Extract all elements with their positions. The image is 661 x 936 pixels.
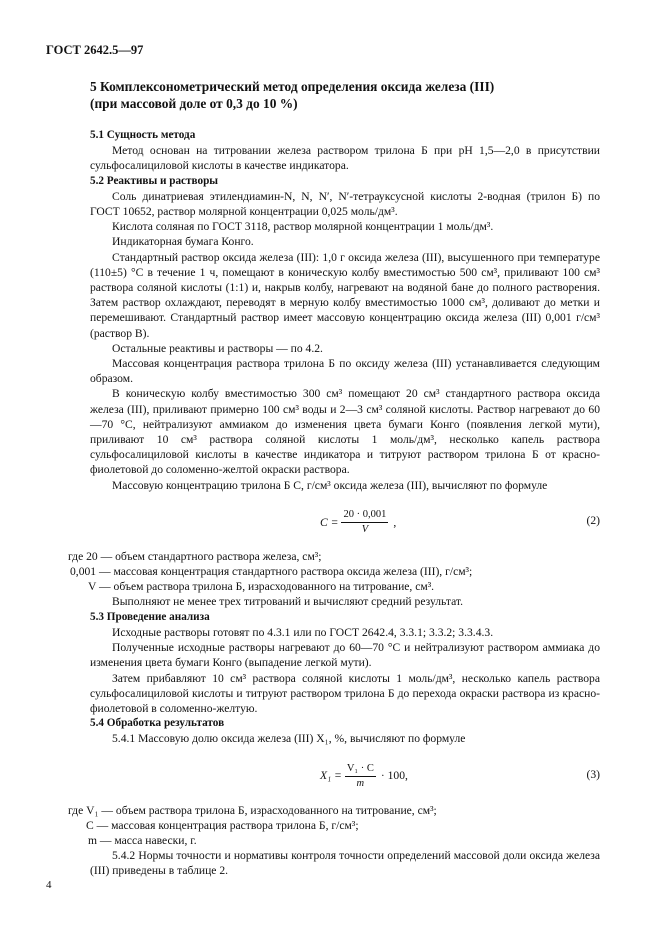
formula-fraction xyxy=(345,763,376,790)
section-title-line1: 5 Комплексонометрический метод определения оксида железа (III) xyxy=(90,79,495,94)
formula-denominator: m xyxy=(356,777,365,789)
paragraph: Остальные реактивы и растворы — по 4.2. xyxy=(112,341,323,355)
formula-number: (2) xyxy=(586,513,600,527)
formula-lhs: C = xyxy=(320,515,339,529)
formula-number: (3) xyxy=(586,767,600,781)
paragraph: Полученные исходные растворы нагревают до 60—70 °С и нейтрализуют раствором аммиака до изменения цвета бумаги Конго (выпадение легкой мути). xyxy=(90,641,600,670)
formula-2-definitions xyxy=(68,549,600,595)
formula-tail: · 100, xyxy=(380,769,408,783)
definition-line: где V₁ — объем раствора трилона Б, израсходованного на титрование, см³; xyxy=(68,803,437,817)
definition-line: m — масса навески, г. xyxy=(88,833,197,847)
formula-lhs: X₁ = xyxy=(320,769,342,783)
paragraph: Затем прибавляют 10 см³ раствора соляной кислоты 1 моль/дм³, несколько капель раствора сульфосалициловой кислоты и титруют раствором трилона Б до перехода окраски раствора из красно-фиолетовой в соломенно-желтую. xyxy=(90,671,600,715)
paragraph: 5.4.2 Нормы точности и нормативы контроля точности определений массовой доли оксида железа (III) приведены в таблице 2. xyxy=(90,849,600,878)
subsection-heading-5-2: 5.2 Реактивы и растворы xyxy=(90,174,219,187)
formula-fraction xyxy=(341,509,388,536)
definition-line: C — массовая концентрация раствора трилона Б, г/см³; xyxy=(86,818,359,832)
formula-tail: , xyxy=(393,515,397,529)
definition-line: 0,001 — массовая концентрация стандартного раствора оксида железа (III), г/см³; xyxy=(70,565,473,579)
paragraph: Индикаторная бумага Конго. xyxy=(112,235,254,249)
paragraph: Кислота соляная по ГОСТ 3118, раствор молярной концентрации 1 моль/дм³. xyxy=(112,220,494,234)
formula-denominator: V xyxy=(361,523,369,535)
formula-numerator: V₁ · C xyxy=(345,763,376,777)
paragraph: В коническую колбу вместимостью 300 см³ помещают 20 см³ стандартного раствора оксида железа (III), приливают примерно 100 см³ воды и 2—3 см³ соляной кислоты. Раствор нагревают до 60—70 °С, нейтрализуют аммиаком до изменения цвета бумаги Конго (появления легкой мути), приливают 10 см³ раствора соляной кислоты 1 моль/дм³, несколько капель раствора сульфосалициловой кислоты в качестве индикатора и титруют раствором трилона Б от красно-фиолетовой до соломенно-желтой окраски раствора. xyxy=(90,387,600,477)
paragraph: Массовую концентрацию трилона Б С, г/см³ оксида железа (III), вычисляют по формуле xyxy=(112,478,548,492)
paragraph: Массовая концентрация раствора трилона Б по оксиду железа (III) устанавливается следующим образом. xyxy=(90,357,600,386)
definition-line: где 20 — объем стандартного раствора железа, см³; xyxy=(68,549,322,563)
paragraph: Исходные растворы готовят по 4.3.1 или по ГОСТ 2642.4, 3.3.1; 3.3.2; 3.3.4.3. xyxy=(112,625,494,639)
paragraph: 5.4.1 Массовую долю оксида железа (III) X₁, %, вычисляют по формуле xyxy=(112,732,466,746)
paragraph: Соль динатриевая этилендиамин-N, N, N′, N′-тетрауксусной кислоты 2-водная (трилон Б) по ГОСТ 10652, раствор молярной концентрации 0,025 моль/дм³. xyxy=(90,189,600,219)
definition-line: V — объем раствора трилона Б, израсходованного на титрование, см³. xyxy=(88,580,435,594)
paragraph: Выполняют не менее трех титрований и вычисляют средний результат. xyxy=(112,595,464,609)
page-number: 4 xyxy=(46,879,52,891)
paragraph: Стандартный раствор оксида железа (III): 1,0 г оксида железа (III), высушенного при температуре (110±5) °С в течение 1 ч, помещают в коническую колбу вместимостью 500 см³, приливают 100 см³ раствора соляной кислоты (1:1) и, накрыв колбу, нагревают на водяной бане до полного растворения. Затем раствор охлаждают, переводят в мерную колбу вместимостью 1000 см³, доливают до метки и перемешивают. Стандартный раствор имеет массовую концентрацию оксида железа (III) 0,001 г/см³ (раствор В). xyxy=(90,250,600,340)
formula-2 xyxy=(90,503,600,539)
formula-3-definitions xyxy=(68,803,600,849)
section-title-line2: (при массовой доле от 0,3 до 10 %) xyxy=(90,96,298,111)
standard-header: ГОСТ 2642.5—97 xyxy=(46,43,144,57)
formula-numerator: 20 · 0,001 xyxy=(341,509,388,523)
subsection-heading-5-4: 5.4 Обработка результатов xyxy=(90,717,225,730)
subsection-heading-5-1: 5.1 Сущность метода xyxy=(90,129,196,141)
page-content xyxy=(68,78,600,879)
paragraph: Метод основан на титровании железа раствором трилона Б при pH 1,5—2,0 в присутствии сульфосалициловой кислоты в качестве индикатора. xyxy=(90,144,600,173)
formula-3 xyxy=(90,757,600,793)
section-title xyxy=(90,78,600,112)
subsection-heading-5-3: 5.3 Проведение анализа xyxy=(90,610,210,623)
